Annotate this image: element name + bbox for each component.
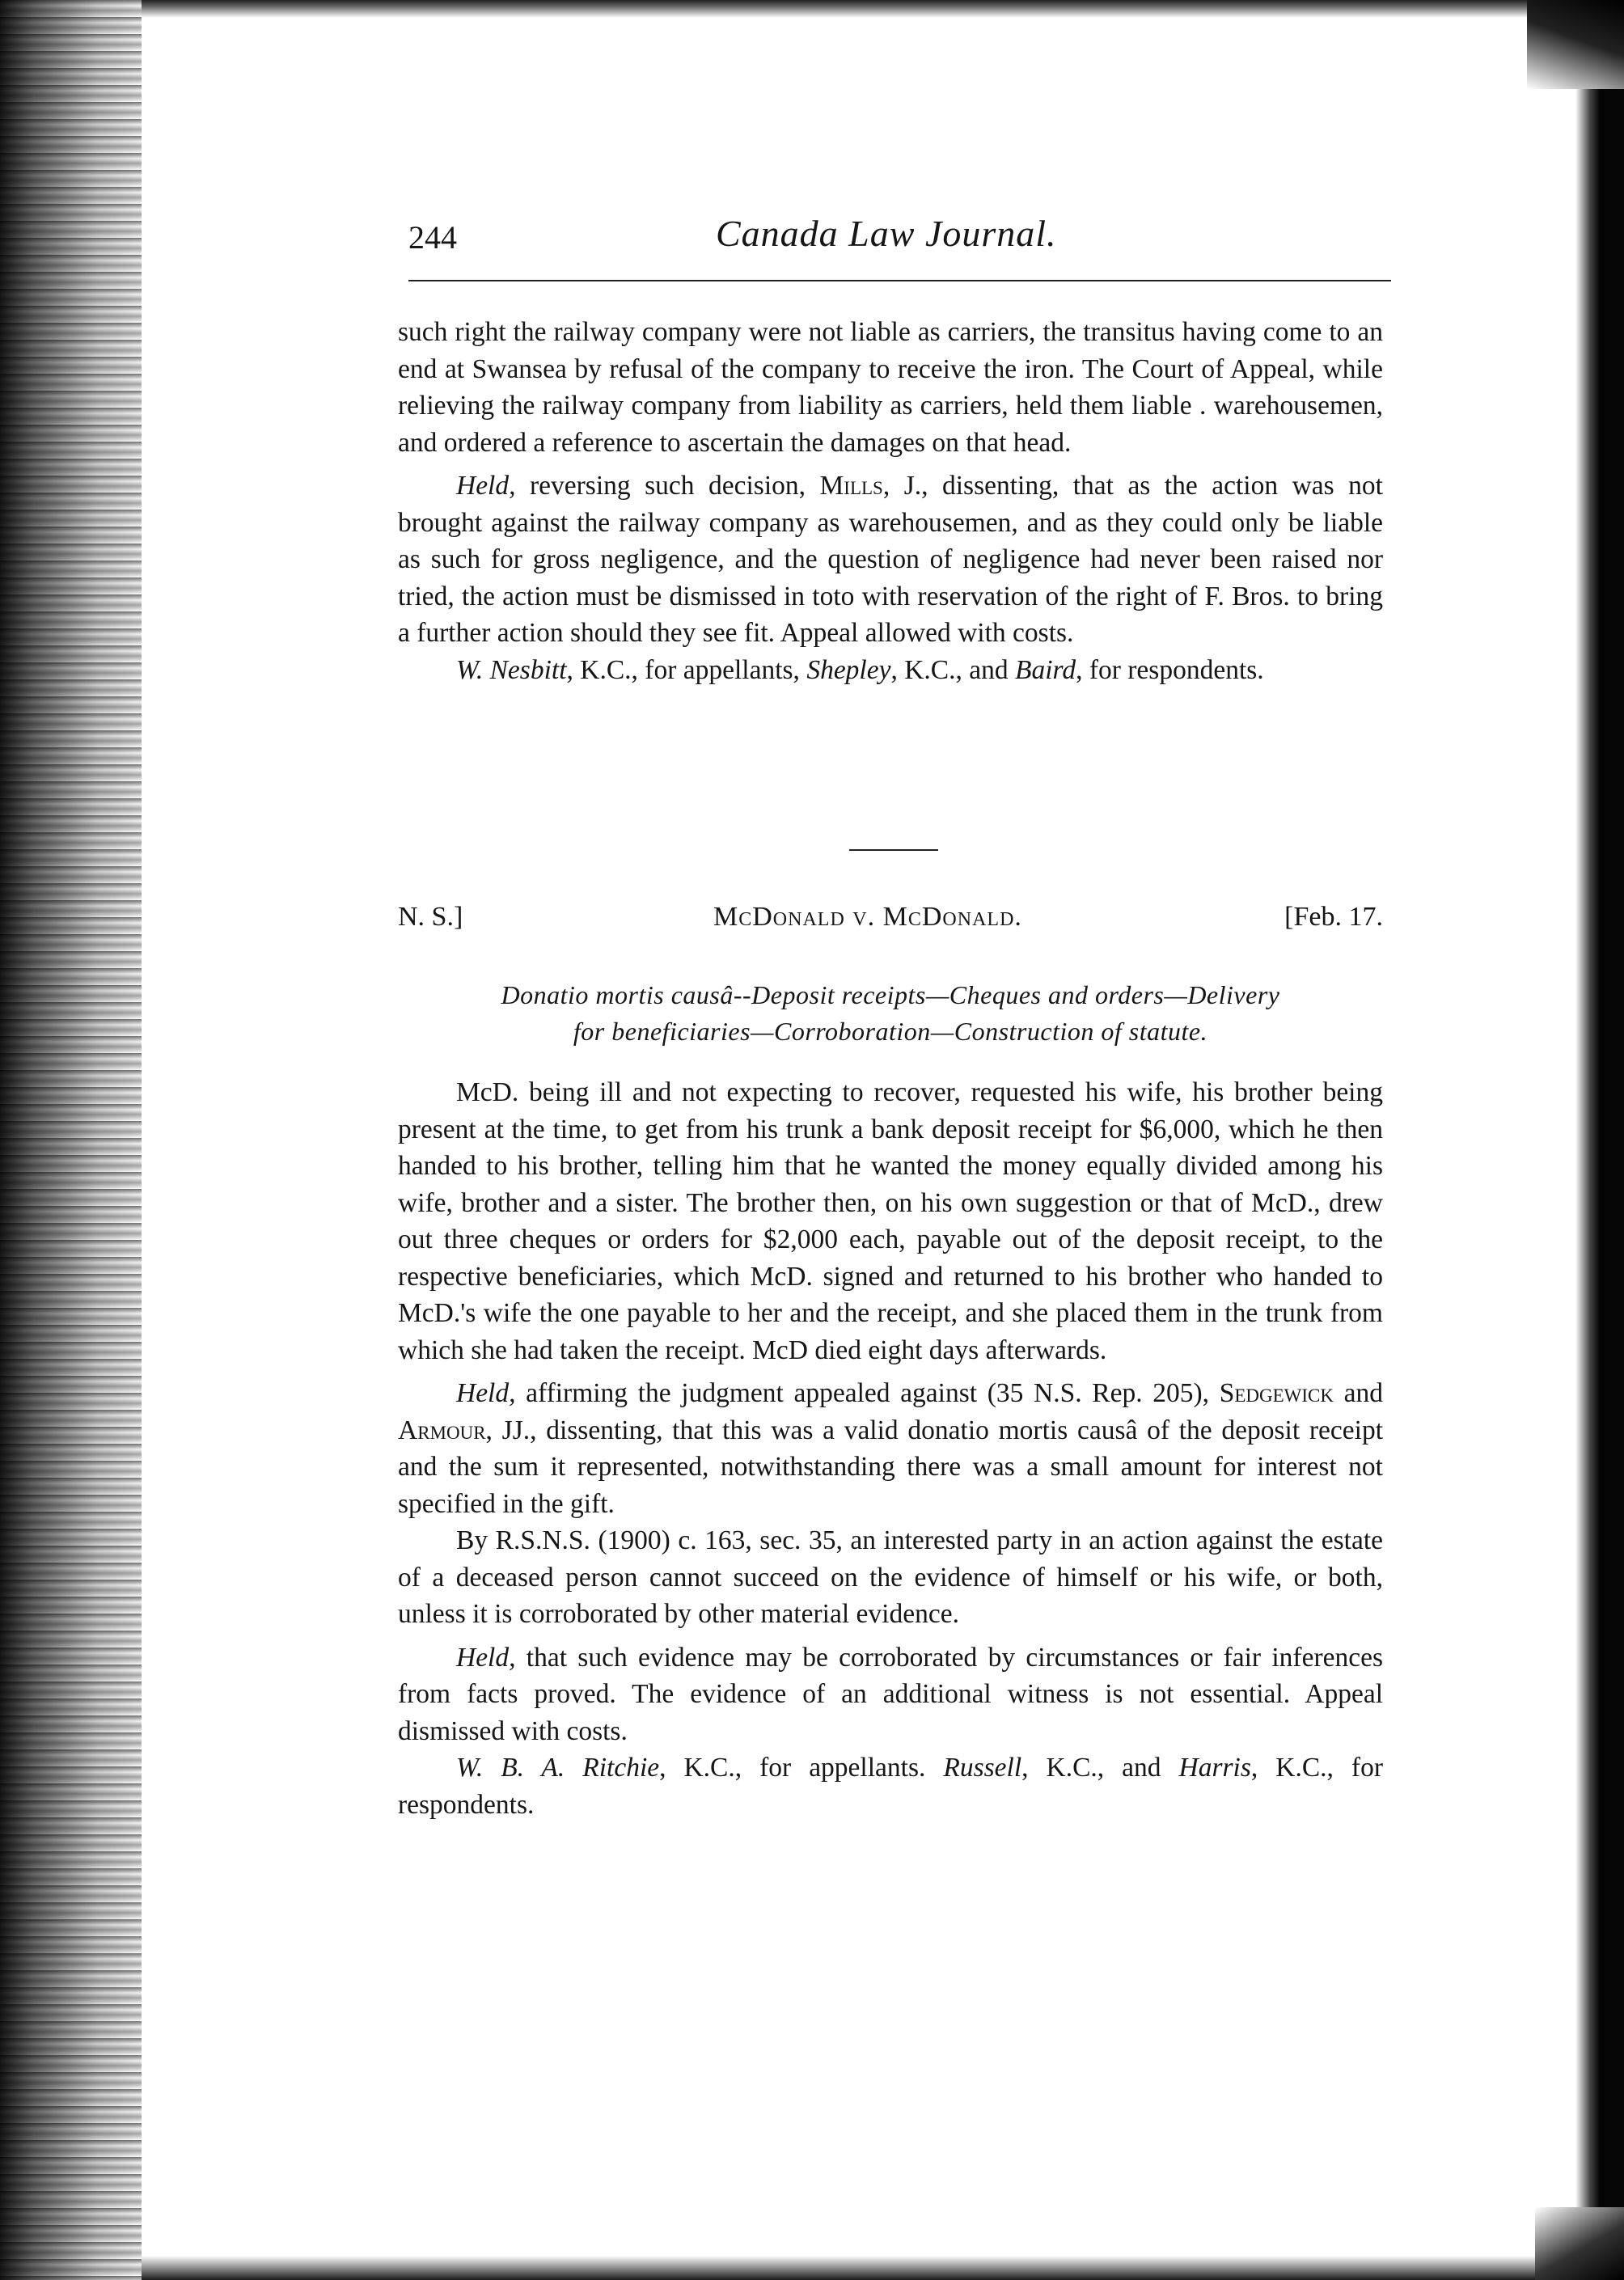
judge-name: Armour xyxy=(398,1415,486,1445)
catchwords-line: Donatio mortis causâ--Deposit receipts—Cheques and orders—Delivery xyxy=(501,980,1280,1009)
page-bottom-edge-shadow xyxy=(142,2256,1575,2280)
counsel-name: Baird xyxy=(1015,654,1076,685)
paragraph: McD. being ill and not expecting to recover, requested his wife, his brother being present at the time, to get from his trunk a bank deposit receipt for $6,000, which he then handed to his brother, telling him that he wanted the money equally divided among his wife, brother and a sister. The brother then, on his own suggestion or that of McD., drew out three cheques or orders for $2,000 each, payable out of the deposit receipt, to the respective beneficiaries, which McD. signed and returned to his brother who handed to McD.'s wife the one payable to her and the receipt, and she placed them in the trunk from which she had taken the receipt. McD died eight days afterwards. xyxy=(398,1077,1383,1365)
paragraph xyxy=(398,467,1383,652)
running-head xyxy=(408,212,1391,269)
paragraph xyxy=(398,1639,1383,1750)
counsel-name: Shepley xyxy=(806,654,891,685)
header-rule xyxy=(408,280,1391,281)
section-divider xyxy=(849,849,938,851)
text: , K.C., for respondents. xyxy=(398,1753,1383,1820)
paragraph: such right the railway company were not liable as carriers, the transitus having come to an end at Swansea by refusal of the company to receive the iron. The Court of Appeal, while relieving the railway company from liability as carriers, held them liable . warehousemen, and ordered a reference to ascertain the damages on that head. xyxy=(398,317,1383,458)
text: , JJ., dissenting, that this was a valid donatio mortis causâ of the deposit receipt and the sum it represented, notwithstanding there was a small amount for interest not specified in the gift. xyxy=(398,1415,1383,1519)
held-label: Held, xyxy=(456,1378,516,1408)
page-top-edge-shadow xyxy=(142,0,1575,18)
text: , J., dissenting, that as the action was not brought against the railway company as warehousemen, and as they could only be liable as such for gross negligence, and the question of negligence had never been raised nor tried, the action must be dismissed in toto with reservation of the right of F. Bros. to bring a further action should they see fit. Appeal allowed with costs. xyxy=(398,471,1383,648)
case-title: McDonald v. McDonald. xyxy=(713,902,1022,932)
catchwords xyxy=(398,977,1383,1050)
page-left-edge-shadow xyxy=(0,0,142,2280)
text: , K.C., for appellants, xyxy=(566,654,807,685)
catchwords-line: for beneficiaries—Corroboration—Construction of statute. xyxy=(573,1017,1208,1046)
held-label: Held, xyxy=(456,471,516,501)
text: , K.C., for appellants. xyxy=(659,1753,944,1783)
judge-name: Sedgewick xyxy=(1219,1378,1334,1408)
previous-case-continuation xyxy=(398,314,1383,688)
judge-name: Mills xyxy=(819,471,883,501)
paragraph: By R.S.N.S. (1900) c. 163, sec. 35, an interested party in an action against the estate of a deceased person cannot succeed on the evidence of himself or his wife, or both, unless it is corroborated by other material evidence. xyxy=(398,1525,1383,1629)
counsel-name: Russell xyxy=(943,1753,1022,1783)
page-corner-shadow-top-right xyxy=(1527,0,1624,89)
text: , for respondents. xyxy=(1076,654,1264,685)
counsel-name: W. B. A. Ritchie xyxy=(456,1753,660,1783)
counsel-paragraph xyxy=(398,652,1383,689)
case-header xyxy=(398,902,1383,942)
counsel-name: Harris xyxy=(1178,1753,1251,1783)
held-label: Held, xyxy=(456,1642,516,1673)
paragraph xyxy=(398,1375,1383,1522)
text: affirming the judgment appealed against (35 N.S. Rep. 205), xyxy=(515,1378,1220,1408)
counsel-name: W. Nesbitt xyxy=(456,654,567,685)
page-number: 244 xyxy=(408,219,457,256)
case-date: [Feb. 17. xyxy=(1284,902,1383,932)
page-corner-shadow-bottom-right xyxy=(1535,2207,1624,2280)
case-court: N. S.] xyxy=(398,902,463,932)
text: , K.C., and xyxy=(1021,1753,1179,1783)
text: and xyxy=(1333,1378,1383,1408)
text: , K.C., and xyxy=(890,654,1016,685)
page-right-edge-shadow xyxy=(1575,65,1624,2280)
case-report-body xyxy=(398,1074,1383,1823)
counsel-paragraph xyxy=(398,1749,1383,1823)
text: that such evidence may be corroborated by circumstances or fair inferences from facts proved. The evidence of an additional witness is not essential. Appeal dismissed with costs. xyxy=(398,1642,1383,1746)
text: reversing such decision, xyxy=(515,471,820,501)
journal-title: Canada Law Journal. xyxy=(716,213,1057,254)
